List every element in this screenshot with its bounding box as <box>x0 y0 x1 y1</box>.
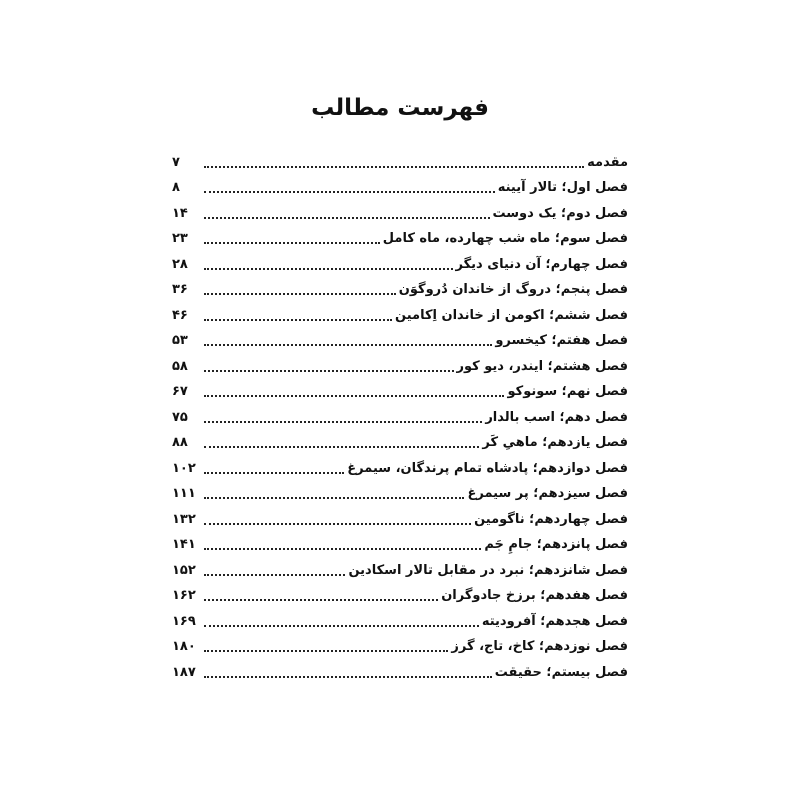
page-number: ۱۸۰ <box>172 639 196 654</box>
chapter-title: مقدمه <box>587 154 628 170</box>
table-of-contents <box>172 146 628 682</box>
chapter-title: فصل یازدهم؛ ماهیِ کَر <box>482 435 628 450</box>
dot-leader <box>204 535 481 550</box>
dot-leader <box>204 229 380 244</box>
chapter-title: فصل بیستم؛ حقیقت <box>494 664 628 680</box>
toc-entry <box>172 631 628 657</box>
chapter-title: فصل چهارم؛ آن دنیای دیگر <box>455 256 628 272</box>
chapter-title: فصل ششم؛ اکومن از خاندان اِکامین <box>395 307 628 323</box>
dot-leader <box>204 612 479 627</box>
page-number: ۱۳۲ <box>172 511 196 527</box>
dot-leader <box>204 331 492 346</box>
toc-entry <box>172 248 628 274</box>
dot-leader <box>204 484 464 499</box>
toc-entry <box>172 554 628 580</box>
dot-leader <box>204 663 492 678</box>
toc-entry <box>172 529 628 555</box>
toc-entry <box>172 299 628 325</box>
toc-entry <box>172 656 628 682</box>
page-number: ۷ <box>172 154 180 170</box>
dot-leader <box>204 510 471 525</box>
chapter-title: فصل هجدهم؛ آفرودیته <box>481 613 628 629</box>
toc-entry <box>172 325 628 351</box>
page-number: ۸ <box>172 180 180 195</box>
dot-leader <box>204 586 438 601</box>
toc-entry <box>172 197 628 223</box>
page-number: ۷۵ <box>172 409 188 425</box>
page-number: ۱۶۹ <box>172 613 196 629</box>
toc-entry <box>172 478 628 504</box>
page-number: ۱۰۲ <box>172 460 196 476</box>
dot-leader <box>204 204 490 219</box>
toc-entry <box>172 452 628 478</box>
page-number: ۱۵۲ <box>172 562 196 578</box>
dot-leader <box>204 459 344 474</box>
dot-leader <box>204 306 392 321</box>
toc-entry <box>172 427 628 453</box>
dot-leader <box>204 561 345 576</box>
page-title: فهرست مطالب <box>311 95 489 121</box>
page-number: ۱۴۱ <box>172 537 196 552</box>
page-number: ۸۸ <box>172 435 188 450</box>
chapter-title: فصل هفتم؛ کیخسرو <box>495 333 628 348</box>
chapter-title: فصل شانزدهم؛ نبرد در مقابل تالار اسکادین <box>348 562 628 578</box>
toc-entry <box>172 146 628 172</box>
dot-leader <box>204 178 495 193</box>
page-number: ۳۶ <box>172 282 188 297</box>
page-number: ۶۷ <box>172 384 188 399</box>
chapter-title: فصل اول؛ تالار آیینه <box>497 180 628 195</box>
toc-entry <box>172 503 628 529</box>
dot-leader <box>204 433 479 448</box>
chapter-title: فصل دهم؛ اسب بالدار <box>485 409 628 425</box>
toc-entry <box>172 274 628 300</box>
page-number: ۱۶۲ <box>172 588 196 603</box>
page-number: ۱۱۱ <box>172 486 196 501</box>
page-number: ۱۴ <box>172 205 188 221</box>
page-number: ۱۸۷ <box>172 664 196 680</box>
dot-leader <box>204 382 504 397</box>
chapter-title: فصل دوم؛ یک دوست <box>492 205 628 221</box>
page-number: ۲۳ <box>172 231 188 246</box>
toc-entry <box>172 350 628 376</box>
chapter-title: فصل نهم؛ سونوکو <box>507 384 628 399</box>
dot-leader <box>204 280 396 295</box>
page-number: ۲۸ <box>172 256 188 272</box>
toc-entry <box>172 580 628 606</box>
chapter-title: فصل چهاردهم؛ ناگومین <box>474 511 628 527</box>
page-number: ۵۳ <box>172 333 188 348</box>
dot-leader <box>204 255 453 270</box>
chapter-title: فصل سیزدهم؛ پر سیمرغ <box>467 486 628 501</box>
toc-entry <box>172 376 628 402</box>
chapter-title: فصل هشتم؛ ایندر، دیو کور <box>456 358 628 374</box>
dot-leader <box>204 357 454 372</box>
chapter-title: فصل نوزدهم؛ کاخ، تاج، گرز <box>451 639 628 654</box>
chapter-title: فصل پنجم؛ دروگ از خاندان دُروگوَن <box>398 282 628 297</box>
dot-leader <box>204 637 448 652</box>
dot-leader <box>204 408 482 423</box>
chapter-title: فصل پانزدهم؛ جامِ جَم <box>484 537 628 552</box>
page-number: ۵۸ <box>172 358 188 374</box>
page-number: ۴۶ <box>172 307 188 323</box>
toc-entry <box>172 172 628 198</box>
chapter-title: فصل هفدهم؛ برزخ جادوگران <box>441 588 628 603</box>
toc-entry <box>172 223 628 249</box>
toc-entry <box>172 605 628 631</box>
dot-leader <box>204 153 584 168</box>
toc-entry <box>172 401 628 427</box>
chapter-title: فصل دوازدهم؛ پادشاه تمام پرندگان، سیمرغ <box>347 460 628 476</box>
chapter-title: فصل سوم؛ ماه شب چهارده، ماه کامل <box>382 231 628 246</box>
